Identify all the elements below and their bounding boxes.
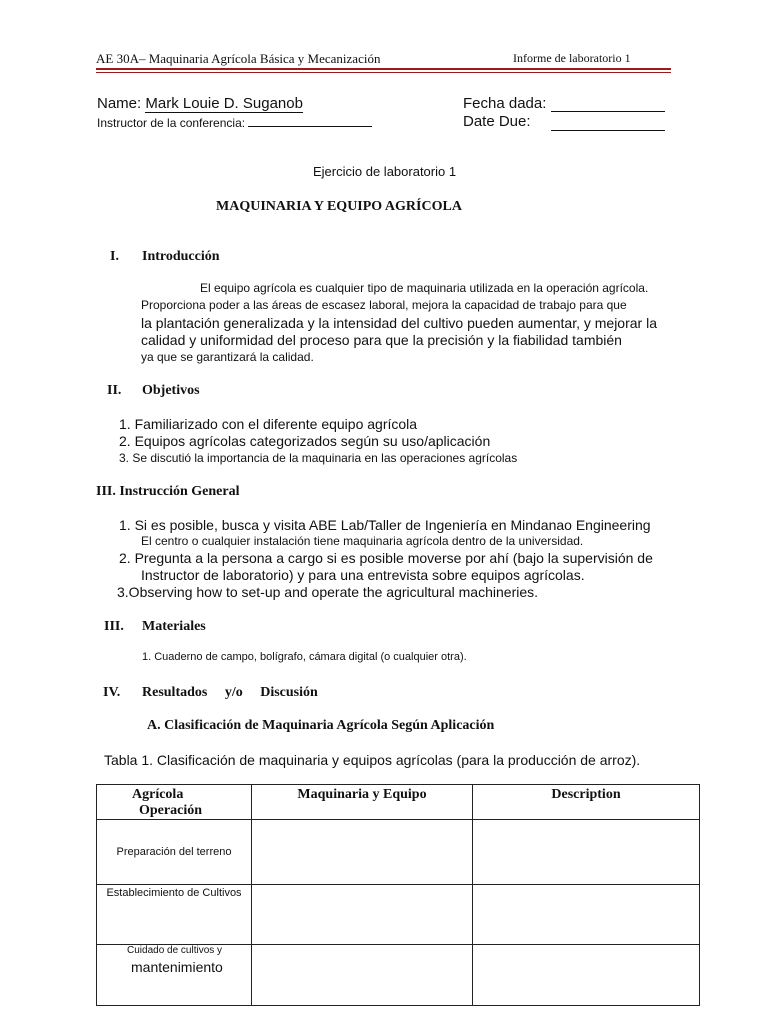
section-3-heading: III. Instrucción General <box>96 484 240 499</box>
operations-table <box>96 784 700 1006</box>
objective-item-1: 1. Familiarizado con el diferente equipo agrícola <box>119 416 418 432</box>
section-1-heading: Introducción <box>142 249 220 264</box>
header-description: Description <box>473 785 700 820</box>
section-1-numeral: I. <box>110 249 119 264</box>
cell-description <box>473 945 700 1006</box>
cell-operation <box>97 945 252 1006</box>
instructor-line <box>97 114 372 130</box>
cell-machinery <box>252 885 473 945</box>
intro-line-4: calidad y uniformidad del proceso para que la precisión y la fiabilidad también <box>141 332 622 348</box>
instructor-label: Instructor de la conferencia: <box>97 116 249 130</box>
name-value: Mark Louie D. Suganob <box>145 95 303 112</box>
date-given-label: Fecha dada: <box>463 95 547 112</box>
header-machinery: Maquinaria y Equipo <box>252 785 473 820</box>
objective-item-3: 3. Se discutió la importancia de la maquinaria en las operaciones agrícolas <box>119 451 518 465</box>
cell-operation <box>97 885 252 945</box>
section-4-numeral: III. <box>104 619 124 634</box>
instruction-line-5: 3.Observing how to set-up and operate the agricultural machineries. <box>117 584 539 600</box>
cell-description <box>473 885 700 945</box>
header-rule-bottom <box>96 72 671 73</box>
materials-item: 1. Cuaderno de campo, bolígrafo, cámara digital (o cualquier otra). <box>142 651 467 663</box>
row-label-land-prep: Preparación del terreno <box>116 846 232 858</box>
row-label-crop-care-line-2: mantenimiento <box>131 959 223 975</box>
header-rule-top <box>96 68 671 70</box>
header-operation-line-2: Operación <box>139 803 202 818</box>
intro-line-3: la plantación generalizada y la intensidad del cultivo pueden aumentar, y mejorar la <box>141 315 657 331</box>
instruction-line-3: 2. Pregunta a la persona a cargo si es posible moverse por ahí (bajo la supervisión de <box>119 550 653 566</box>
table-caption: Tabla 1. Clasificación de maquinaria y equipos agrícolas (para la producción de arroz). <box>104 752 641 768</box>
section-5-numeral: IV. <box>103 685 121 700</box>
date-due-blank <box>551 130 665 131</box>
date-given-blank <box>551 111 665 112</box>
subsection-a-heading: A. Clasificación de Maquinaria Agrícola Según Aplicación <box>147 718 495 733</box>
table-row <box>97 945 700 1006</box>
cell-description <box>473 820 700 885</box>
cell-machinery <box>252 820 473 885</box>
section-2-numeral: II. <box>107 383 122 398</box>
section-4-heading: Materiales <box>142 619 206 634</box>
name-label: Name: <box>97 95 146 112</box>
intro-line-2: Proporciona poder a las áreas de escasez laboral, mejora la capacidad de trabajo para que <box>141 298 627 312</box>
instruction-line-2: El centro o cualquier instalación tiene maquinaria agrícola dentro de la universidad. <box>141 534 584 548</box>
course-title: AE 30A– Maquinaria Agrícola Básica y Mecanización <box>96 51 381 66</box>
exercise-label: Ejercicio de laboratorio 1 <box>313 164 457 179</box>
instructor-blank <box>248 114 372 127</box>
instruction-line-4: Instructor de laboratorio) y para una entrevista sobre equipos agrícolas. <box>141 567 585 583</box>
report-label: Informe de laboratorio 1 <box>513 51 631 65</box>
table-row <box>97 885 700 945</box>
intro-line-5: ya que se garantizará la calidad. <box>141 350 314 364</box>
row-label-crop-establishment: Establecimiento de Cultivos <box>106 887 242 899</box>
intro-line-1: El equipo agrícola es cualquier tipo de maquinaria utilizada en la operación agrícola. <box>200 281 649 295</box>
header-operation <box>97 785 252 820</box>
cell-machinery <box>252 945 473 1006</box>
table-header-row <box>97 785 700 820</box>
section-5-heading: Resultados y/o Discusión <box>142 685 318 700</box>
date-due-label: Date Due: <box>463 113 531 130</box>
row-label-crop-care-line-1: Cuidado de cultivos y <box>127 945 223 956</box>
document-title: MAQUINARIA Y EQUIPO AGRÍCOLA <box>216 199 462 214</box>
instruction-line-1: 1. Si es posible, busca y visita ABE Lab/Taller de Ingeniería en Mindanao Engineering <box>119 517 651 533</box>
objective-item-2: 2. Equipos agrícolas categorizados según su uso/aplicación <box>119 433 491 449</box>
header-operation-line-1: Agrícola <box>132 787 184 802</box>
name-line <box>97 95 303 113</box>
cell-operation <box>97 820 252 885</box>
table-row <box>97 820 700 885</box>
section-2-heading: Objetivos <box>142 383 200 398</box>
